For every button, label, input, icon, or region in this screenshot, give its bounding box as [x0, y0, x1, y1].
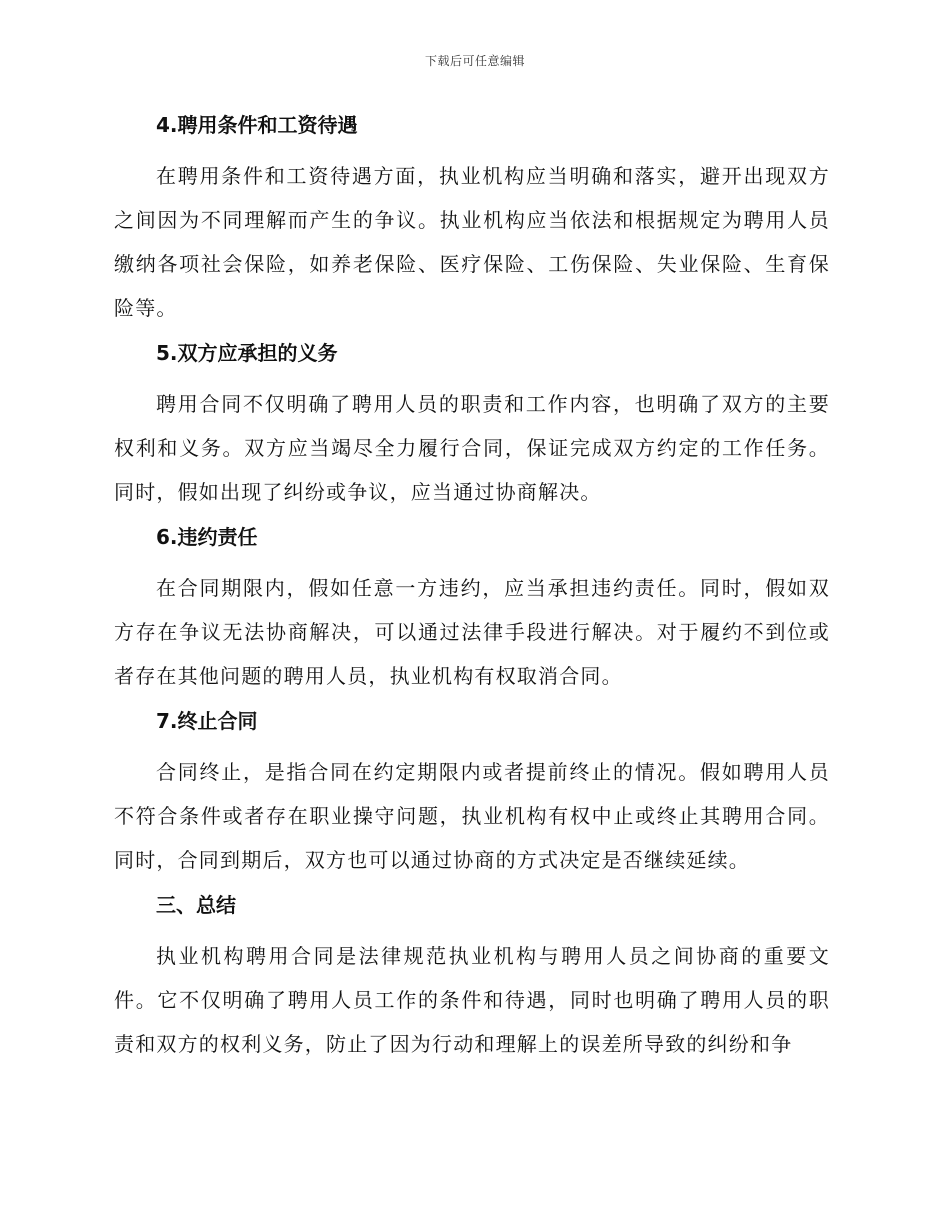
section-paragraph: 聘用合同不仅明确了聘用人员的职责和工作内容，也明确了双方的主要权利和义务。双方应当竭尽全力履行合同，保证完成双方约定的工作任务。同时，假如出现了纠纷或争议，应当通过协商解决。: [114, 392, 830, 504]
section-paragraph: 在聘用条件和工资待遇方面，执业机构应当明确和落实，避开出现双方之间因为不同理解而产生的争议。执业机构应当依法和根据规定为聘用人员缴纳各项社会保险，如养老保险、医疗保险、工伤保险、失业保险、生育保险等。: [114, 164, 830, 320]
section-obligations: [114, 338, 830, 514]
section-heading: 7.终止合同: [156, 709, 258, 733]
section-recruitment-conditions: [114, 110, 830, 330]
section-paragraph: 合同终止，是指合同在约定期限内或者提前终止的情况。假如聘用人员不符合条件或者存在职业操守问题，执业机构有权中止或终止其聘用合同。同时，合同到期后，双方也可以通过协商的方式决定是否继续延续。: [114, 760, 830, 872]
section-heading: 三、总结: [156, 893, 236, 917]
document-body: [114, 110, 830, 1074]
section-heading: 4.聘用条件和工资待遇: [156, 113, 358, 137]
page-header: 下载后可任意编辑: [424, 54, 525, 68]
section-summary: [114, 890, 830, 1066]
section-heading: 5.双方应承担的义务: [156, 341, 338, 365]
section-breach-liability: [114, 522, 830, 698]
section-termination: [114, 706, 830, 882]
section-paragraph: 在合同期限内，假如任意一方违约，应当承担违约责任。同时，假如双方存在争议无法协商解决，可以通过法律手段进行解决。对于履约不到位或者存在其他问题的聘用人员，执业机构有权取消合同。: [114, 576, 830, 688]
section-heading: 6.违约责任: [156, 525, 258, 549]
section-paragraph: 执业机构聘用合同是法律规范执业机构与聘用人员之间协商的重要文件。它不仅明确了聘用人员工作的条件和待遇，同时也明确了聘用人员的职责和双方的权利义务，防止了因为行动和理解上的误差所导致的纠纷和争: [114, 944, 830, 1056]
